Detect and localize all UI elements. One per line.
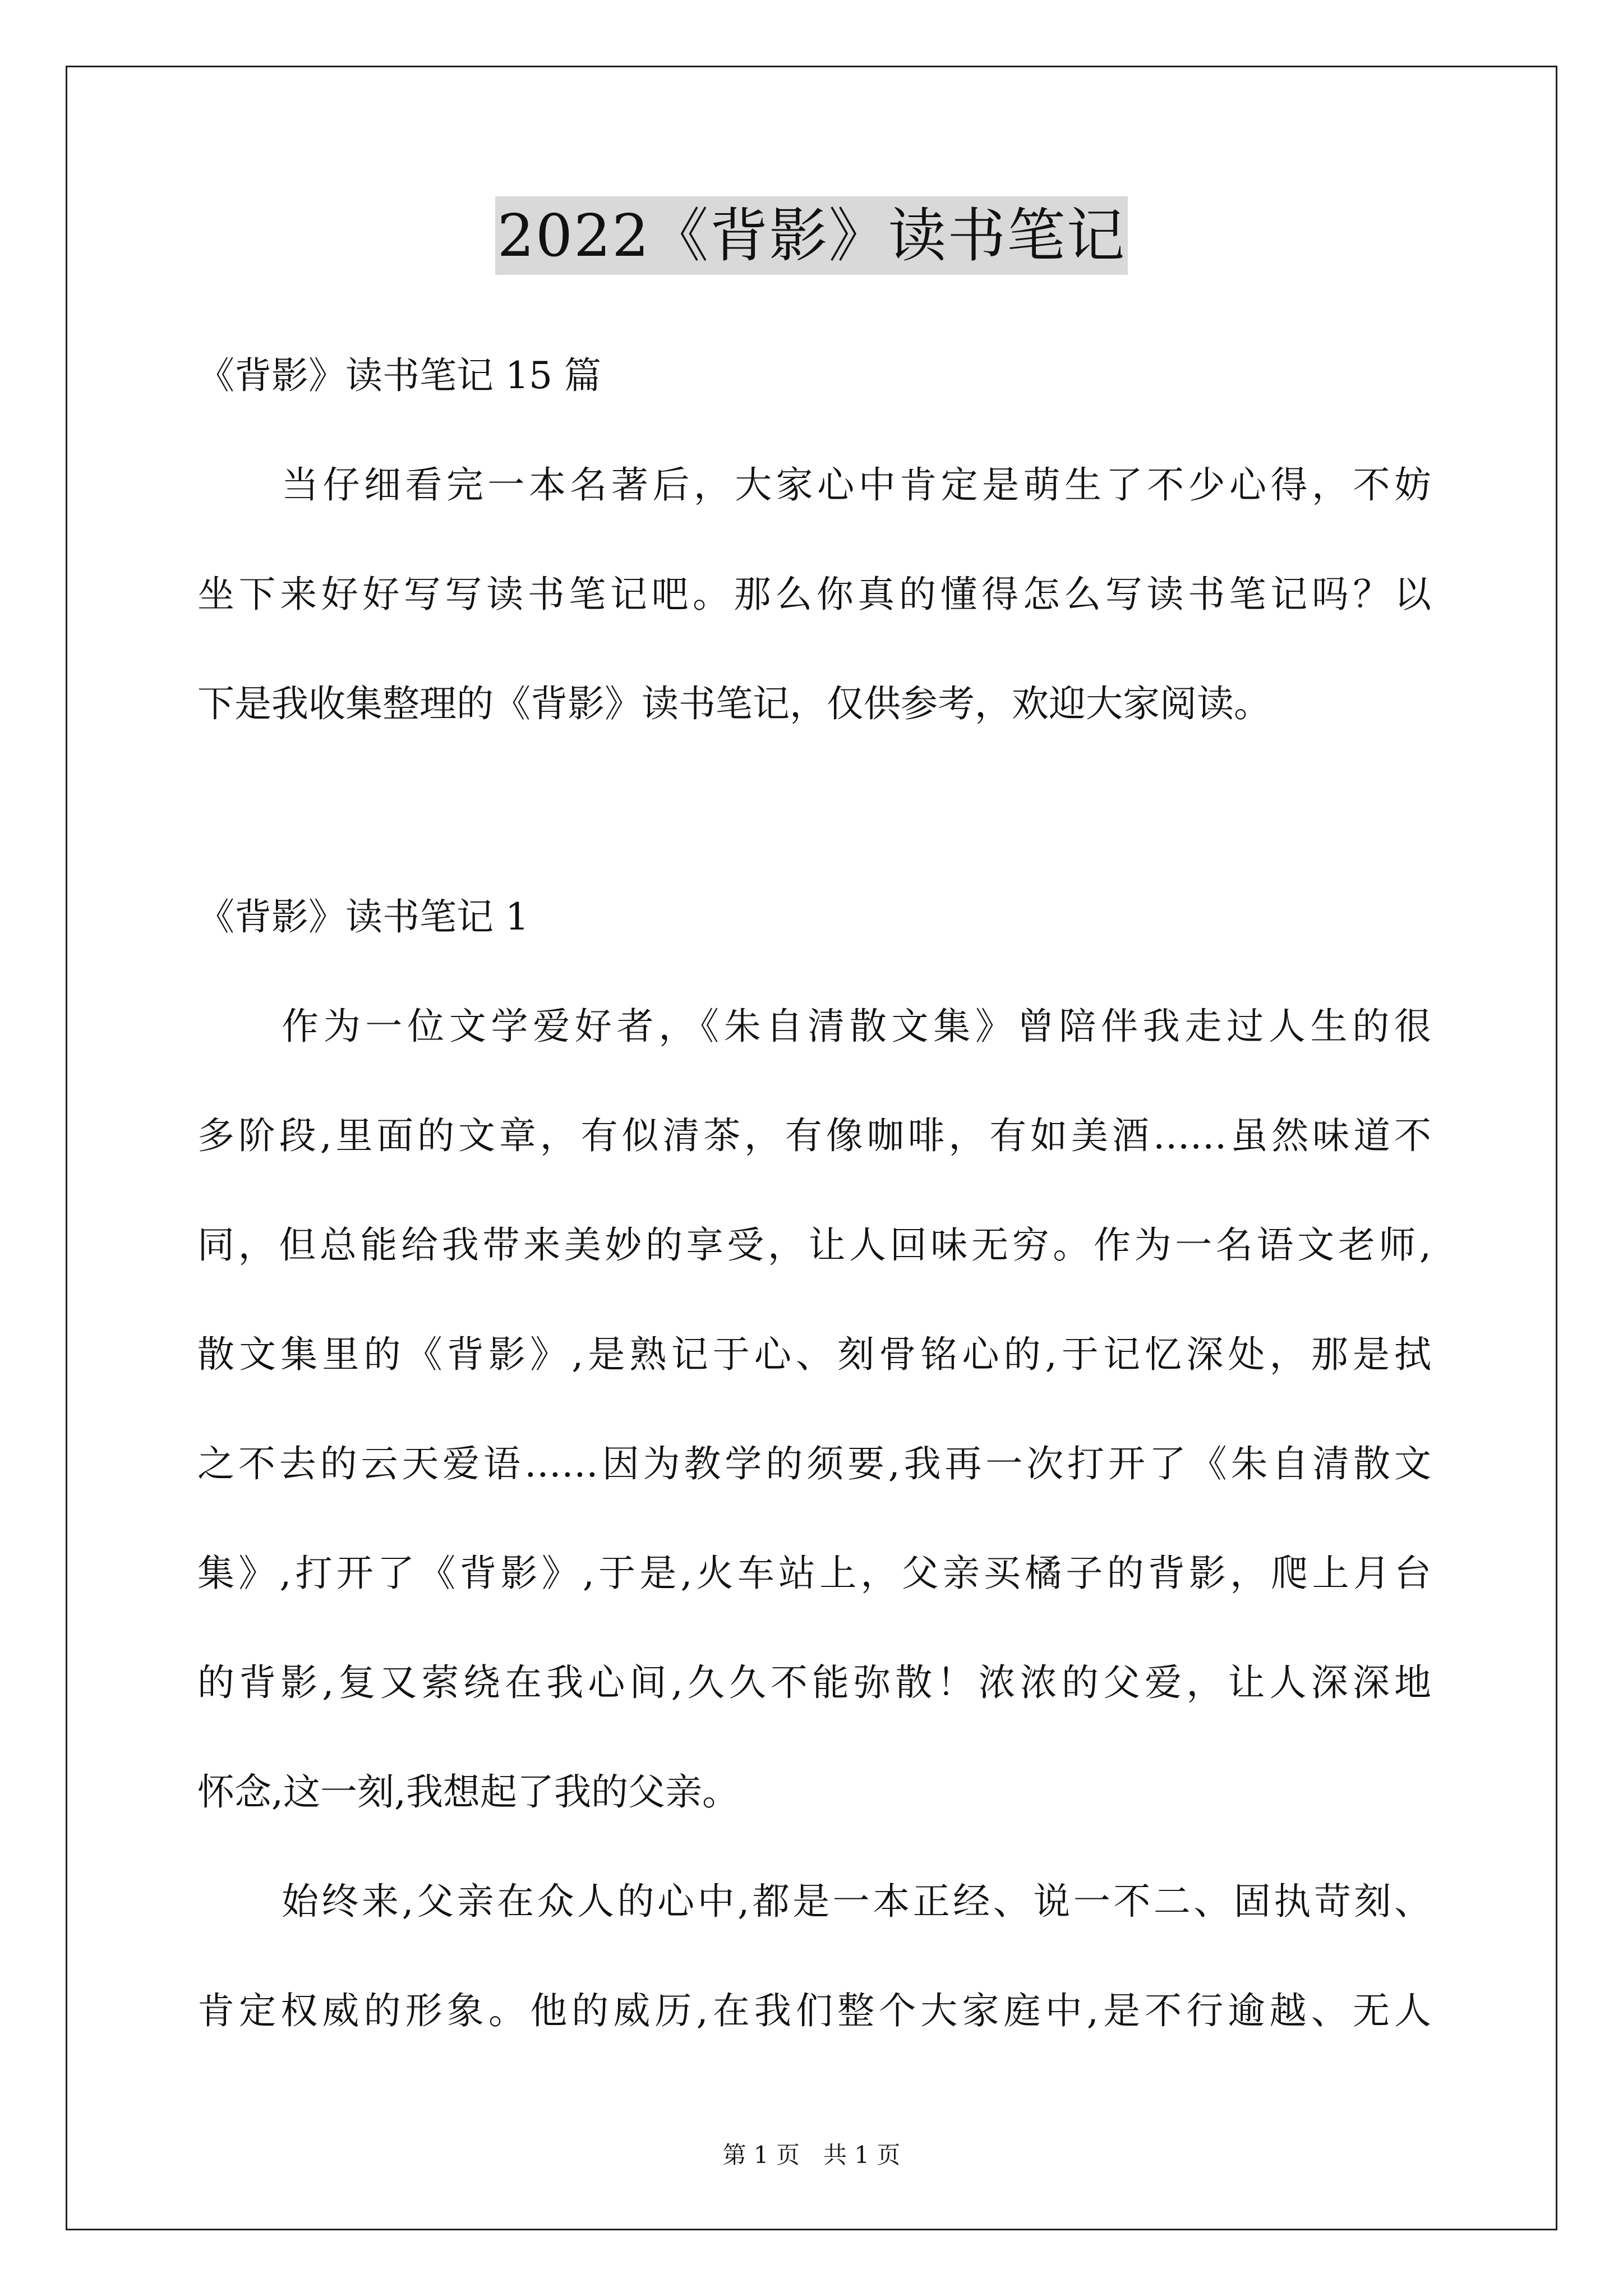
title-container	[0, 196, 1623, 275]
paragraph-line: 下是我收集整理的《背影》读书笔记，仅供参考，欢迎大家阅读。	[197, 682, 1271, 725]
paragraph-line: 坐下来好好写写读书笔记吧。那么你真的懂得怎么写读书笔记吗？以	[197, 573, 1431, 616]
paragraph-line: 的背影,复又萦绕在我心间,久久不能弥散！浓浓的父爱，让人深深地	[197, 1661, 1431, 1704]
page-number-footer: 第 1 页 共 1 页	[722, 2141, 901, 2169]
paragraph-line: 当仔细看完一本名著后，大家心中肯定是萌生了不少心得，不妨	[282, 463, 1431, 507]
section-heading: 《背影》读书笔记 1	[197, 895, 529, 938]
paragraph-line: 肯定权威的形象。他的威历,在我们整个大家庭中,是不行逾越、无人	[197, 1989, 1431, 2032]
document-title: 2022《背影》读书笔记	[495, 196, 1128, 275]
paragraph-line: 同，但总能给我带来美妙的享受，让人回味无穷。作为一名语文老师,	[197, 1223, 1431, 1267]
paragraph-line: 作为一位文学爱好者，《朱自清散文集》曾陪伴我走过人生的很	[282, 1005, 1431, 1048]
paragraph-line: 怀念,这一刻,我想起了我的父亲。	[197, 1770, 739, 1814]
subtitle-line: 《背影》读书笔记 15 篇	[197, 354, 601, 397]
paragraph-line: 散文集里的《背影》,是熟记于心、刻骨铭心的,于记忆深处，那是拭	[197, 1333, 1431, 1376]
paragraph-line: 之不去的云天爱语……因为教学的须要,我再一次打开了《朱自清散文	[197, 1442, 1431, 1485]
paragraph-line: 多阶段,里面的文章，有似清茶，有像咖啡，有如美酒……虽然味道不	[197, 1114, 1431, 1157]
paragraph-line: 集》,打开了《背影》,于是,火车站上，父亲买橘子的背影，爬上月台	[197, 1552, 1431, 1595]
paragraph-line: 始终来,父亲在众人的心中,都是一本正经、说一不二、固执苛刻、	[282, 1880, 1431, 1923]
